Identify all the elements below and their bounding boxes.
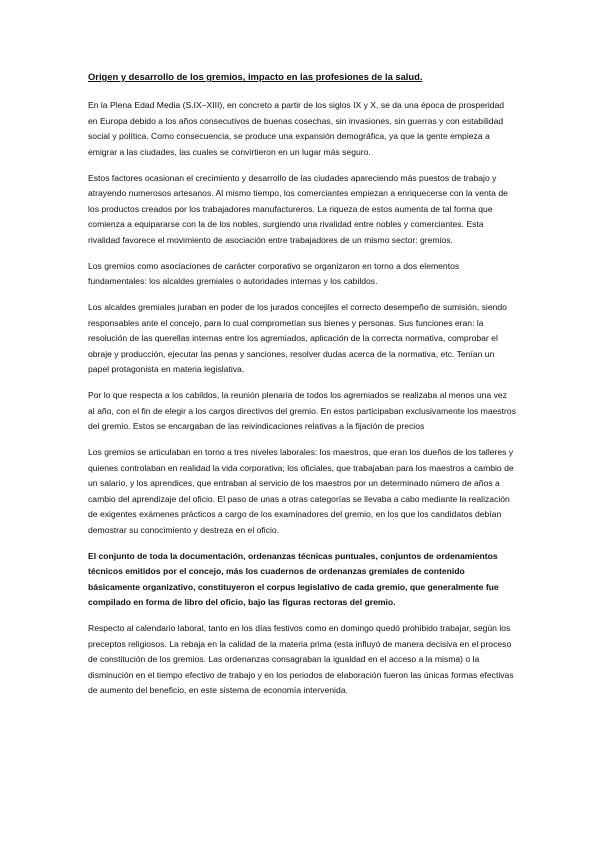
paragraph-5: Por lo que respecta a los cabildos, la reunión plenaria de todos los agremiados se realizaba al menos una vez al año, con el fin de elegir a los cargos directivos del gremio. En estos participaban exclusivamente los maestros del gremio. Estos se encargaban de las reivindicaciones relativas a la fijación de precios: [88, 390, 516, 431]
paragraph-8: Respecto al calendario laboral, tanto en los días festivos como en domingo quedó prohibido trabajar, según los preceptos religiosos. La rebaja en la calidad de la materia prima (esta influyó de manera decisiva en el proceso de constitución de los gremios. Las ordenanzas consagraban la igualdad en el acceso a la misma) o la disminución en el tiempo efectivo de trabajo y en los periodos de elaboración fueron las únicas formas efectivas de aumento del beneficio, en este sistema de economía intervenida.: [88, 623, 514, 695]
document-title: Origen y desarrollo de los gremios, impacto en las profesiones de la salud.: [88, 71, 423, 82]
document-page: [88, 70, 516, 709]
paragraph-2: Estos factores ocasionan el crecimiento y desarrollo de las ciudades apareciendo más puestos de trabajo y atrayendo numerosos artesanos. Al mismo tiempo, los comerciantes empiezan a enriquecerse con la venta de los productos creados por los trabajadores manufactureros. La riqueza de estos aumenta de tal forma que comienza a equipararse con la de los nobles, surgiendo una rivalidad entre nobles y comerciantes. Esta rivalidad favorece el movimiento de asociación entre trabajadores de un mismo sector: gremios.: [88, 172, 508, 245]
paragraph-1: En la Plena Edad Media (S.IX–XIII), en concreto a partir de los siglos IX y X, se da una época de prosperidad en Europa debido a los años consecutivos de buenas cosechas, sin invasiones, sin guerras y con estabilidad social y política. Como consecuencia, se produce una expansión demográfica, ya que la gente empieza a emigrar a las ciudades, las cuales se convirtieron en un lugar más seguro.: [88, 100, 505, 157]
paragraph-7-bold: El conjunto de toda la documentación, ordenanzas técnicas puntuales, conjuntos de ordenamientos técnicos emitidos por el concejo, más los cuadernos de ordenanzas gremiales de contenido básicamente organizativo, constituyeron el corpus legislativo de cada gremio, que generalmente fue compilado en forma de libro del oficio, bajo las figuras rectoras del gremio.: [88, 550, 499, 607]
paragraph-4: Los alcaldes gremiales juraban en poder de los jurados concejiles el correcto desempeño de sumisión, siendo responsables ante el concejo, para lo cual comprometían sus bienes y personas. Sus funciones eran: la resolución de las querellas internas entre los agremiados, aplicación de la correcta normativa, comprobar el obraje y producción, ejecutar las penas y sanciones, resolver dudas acerca de la normativa, etc. Tenían un papel protagonista en materia legislativa.: [88, 302, 507, 374]
paragraph-6: Los gremios se articulaban en torno a tres niveles laborales: los maestros, que eran los dueños de los talleres y quienes controlaban en realidad la vida corporativa; los oficiales, que trabajaban para los maestros a cambio de un salario, y los aprendices, que entraban al servicio de los maestros por un determinado número de años a cambio del aprendizaje del oficio. El paso de unas a otras categorías se llevaba a cabo mediante la realización de exigentes exámenes prácticos a cargo de los examinadores del gremio, en los que los candidatos debían demostrar su conocimiento y destreza en el oficio.: [88, 447, 514, 535]
paragraph-3: Los gremios como asociaciones de carácter corporativo se organizaron en torno a dos elementos fundamentales: los alcaldes gremiales o autoridades internas y los cabildos.: [88, 260, 460, 286]
